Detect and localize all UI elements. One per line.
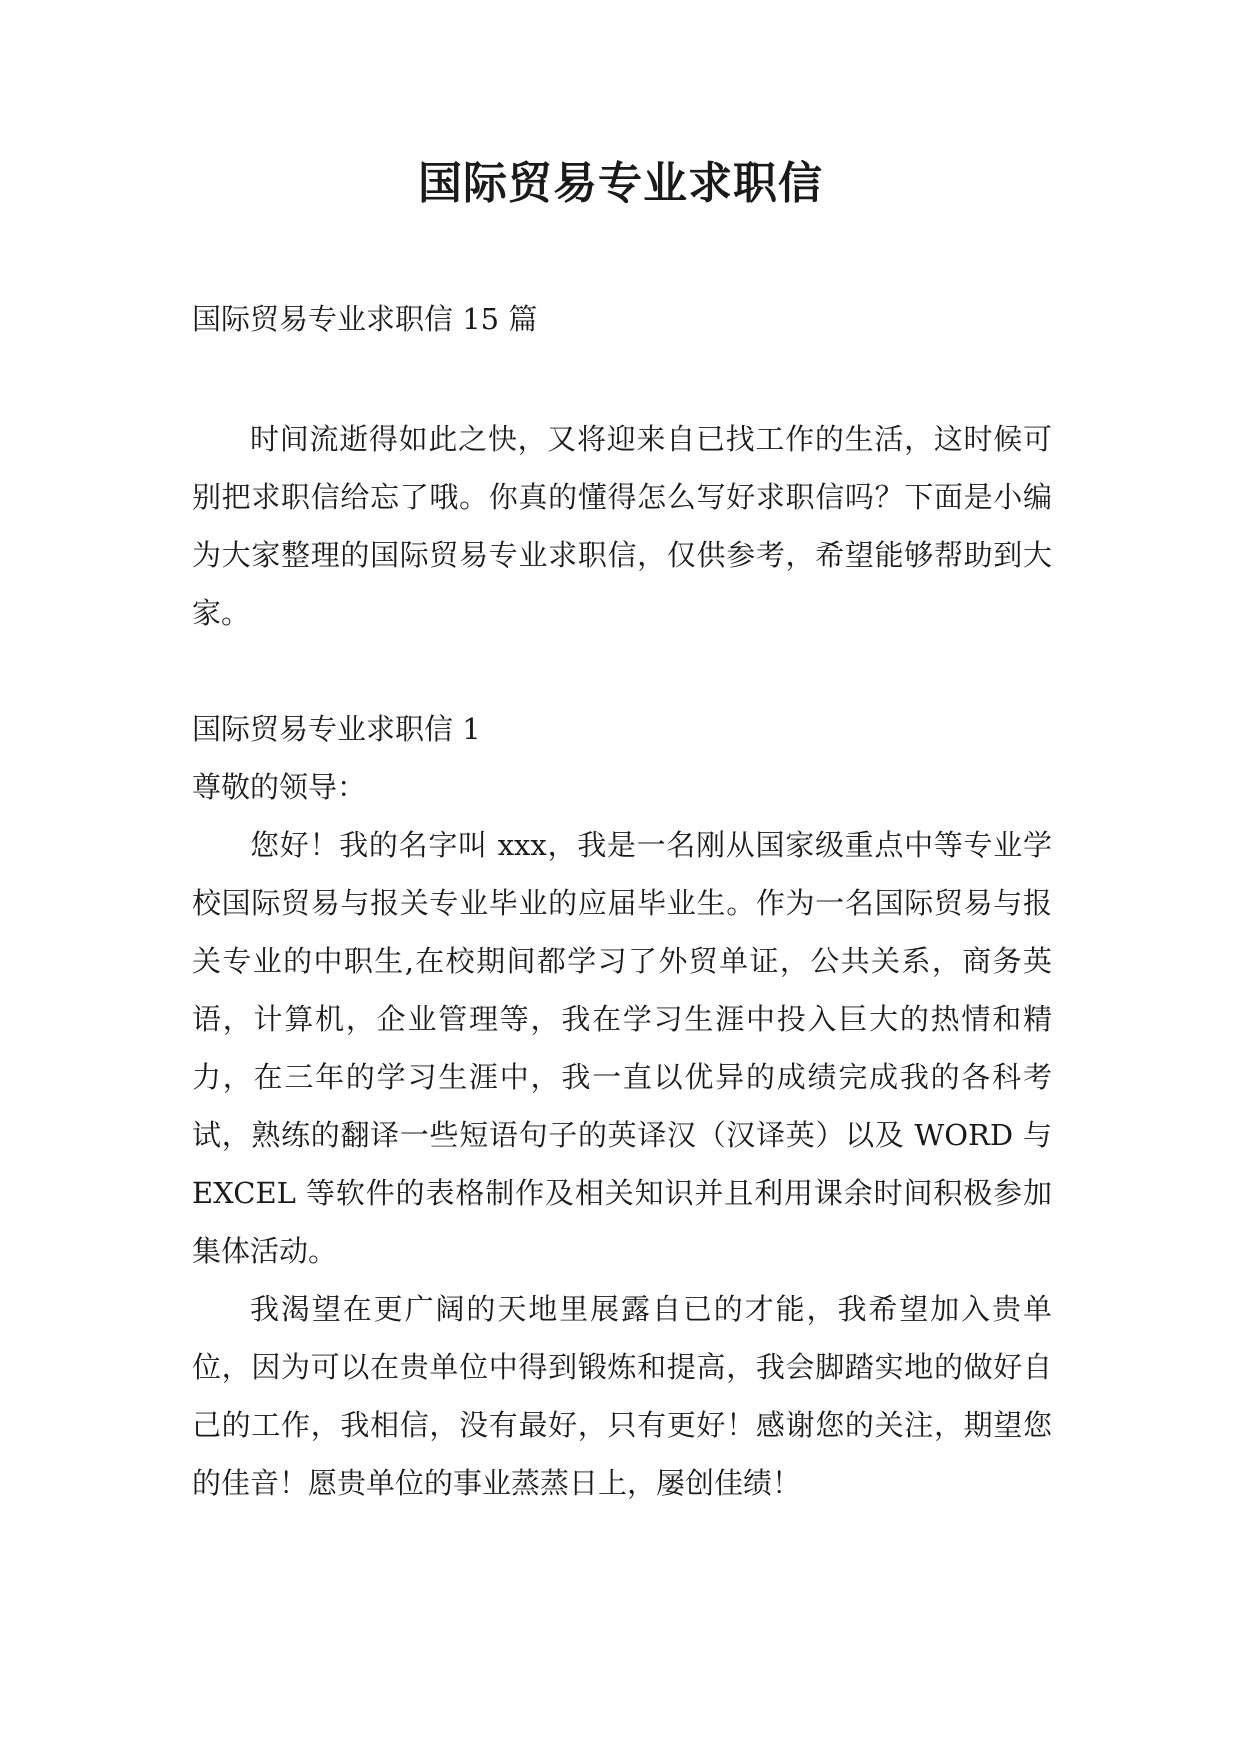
salutation: 尊敬的领导： — [192, 770, 367, 804]
document-title: 国际贸易专业求职信 — [418, 158, 823, 209]
document-subtitle: 国际贸易专业求职信 15 篇 — [192, 302, 538, 336]
intro-paragraph: 时间流逝得如此之快，又将迎来自已找工作的生活，这时候可别把求职信给忘了哦。你真的懂得怎么写好求职信吗？下面是小编为大家整理的国际贸易专业求职信，仅供参考，希望能够帮助到大家。 — [192, 422, 1052, 630]
letter-heading: 国际贸易专业求职信 1 — [192, 712, 481, 746]
body-paragraph: 您好！我的名字叫 xxx，我是一名刚从国家级重点中等专业学校国际贸易与报关专业毕业的应届毕业生。作为一名国际贸易与报关专业的中职生,在校期间都学习了外贸单证，公共关系，商务英语，计算机，企业管理等，我在学习生涯中投入巨大的热情和精力，在三年的学习生涯中，我一直以优异的成绩完成我的各科考试，熟练的翻译一些短语句子的英译汉（汉译英）以及 WORD 与 EXCEL 等软件的表格制作及相关知识并且利用课余时间积极参加集体活动。 — [192, 828, 1052, 1268]
body-paragraph: 我渴望在更广阔的天地里展露自已的才能，我希望加入贵单位，因为可以在贵单位中得到锻炼和提高，我会脚踏实地的做好自己的工作，我相信，没有最好，只有更好！感谢您的关注，期望您的佳音！愿贵单位的事业蒸蒸日上，屡创佳绩！ — [192, 1292, 1052, 1500]
